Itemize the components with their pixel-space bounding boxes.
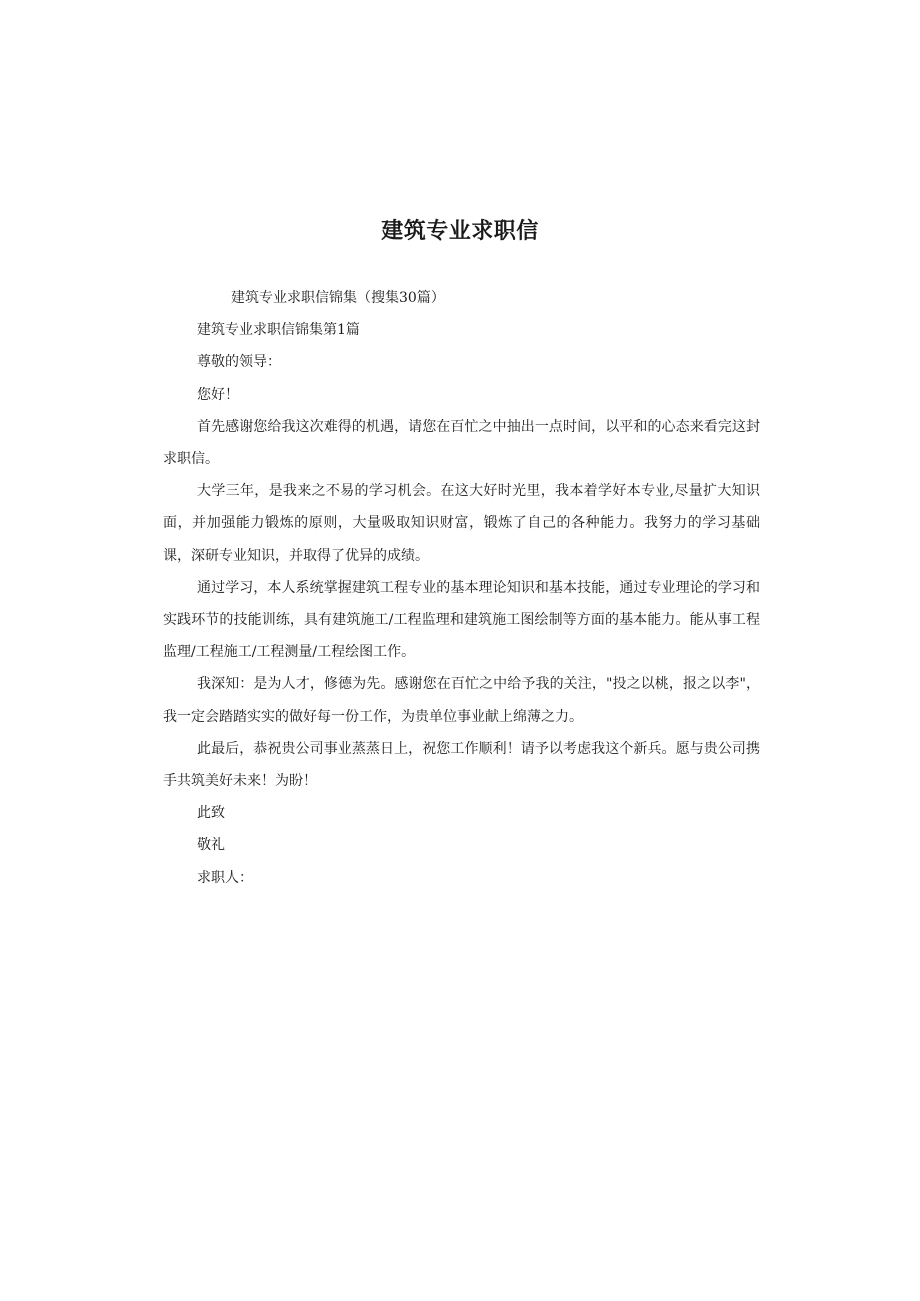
collection-subtitle: 建筑专业求职信锦集（搜集30篇） <box>231 290 445 306</box>
letter-heading: 建筑专业求职信锦集第1篇 <box>197 322 360 339</box>
paragraph-skills: 通过学习，本人系统掌握建筑工程专业的基本理论知识和基本技能，通过专业理论的学习和实践环节的技能训练，具有建筑施工/工程监理和建筑施工图绘制等方面的基本能力。能从事工程监理/工程施工/工程测量/工程绘图工作。 <box>163 579 760 661</box>
greeting: 您好！ <box>197 386 239 403</box>
paragraph-study: 大学三年，是我来之不易的学习机会。在这大好时光里，我本着学好本专业,尽量扩大知识面，并加强能力锻炼的原则，大量吸取知识财富，锻炼了自己的各种能力。我努力的学习基础课，深研专业知识，并取得了优异的成绩。 <box>163 483 760 564</box>
paragraph-character: 我深知：是为人才，修德为先。感谢您在百忙之中给予我的关注，"投之以桃，报之以李"，我一定会踏踏实实的做好每一份工作，为贵单位事业献上绵薄之力。 <box>163 676 760 725</box>
paragraph-intro: 首先感谢您给我这次难得的机遇，请您在百忙之中抽出一点时间，以平和的心态来看完这封求职信。 <box>163 418 760 468</box>
document-title: 建筑专业求职信 <box>381 219 539 244</box>
paragraph-closing: 此最后，恭祝贵公司事业蒸蒸日上，祝您工作顺利！请予以考虑我这个新兵。愿与贵公司携手共筑美好未来！为盼！ <box>163 740 760 790</box>
closing-salute: 敬礼 <box>197 837 225 854</box>
closing-phrase: 此致 <box>197 805 225 822</box>
salutation: 尊敬的领导： <box>197 354 281 371</box>
signature-line: 求职人： <box>197 869 253 886</box>
document-body <box>163 282 760 894</box>
